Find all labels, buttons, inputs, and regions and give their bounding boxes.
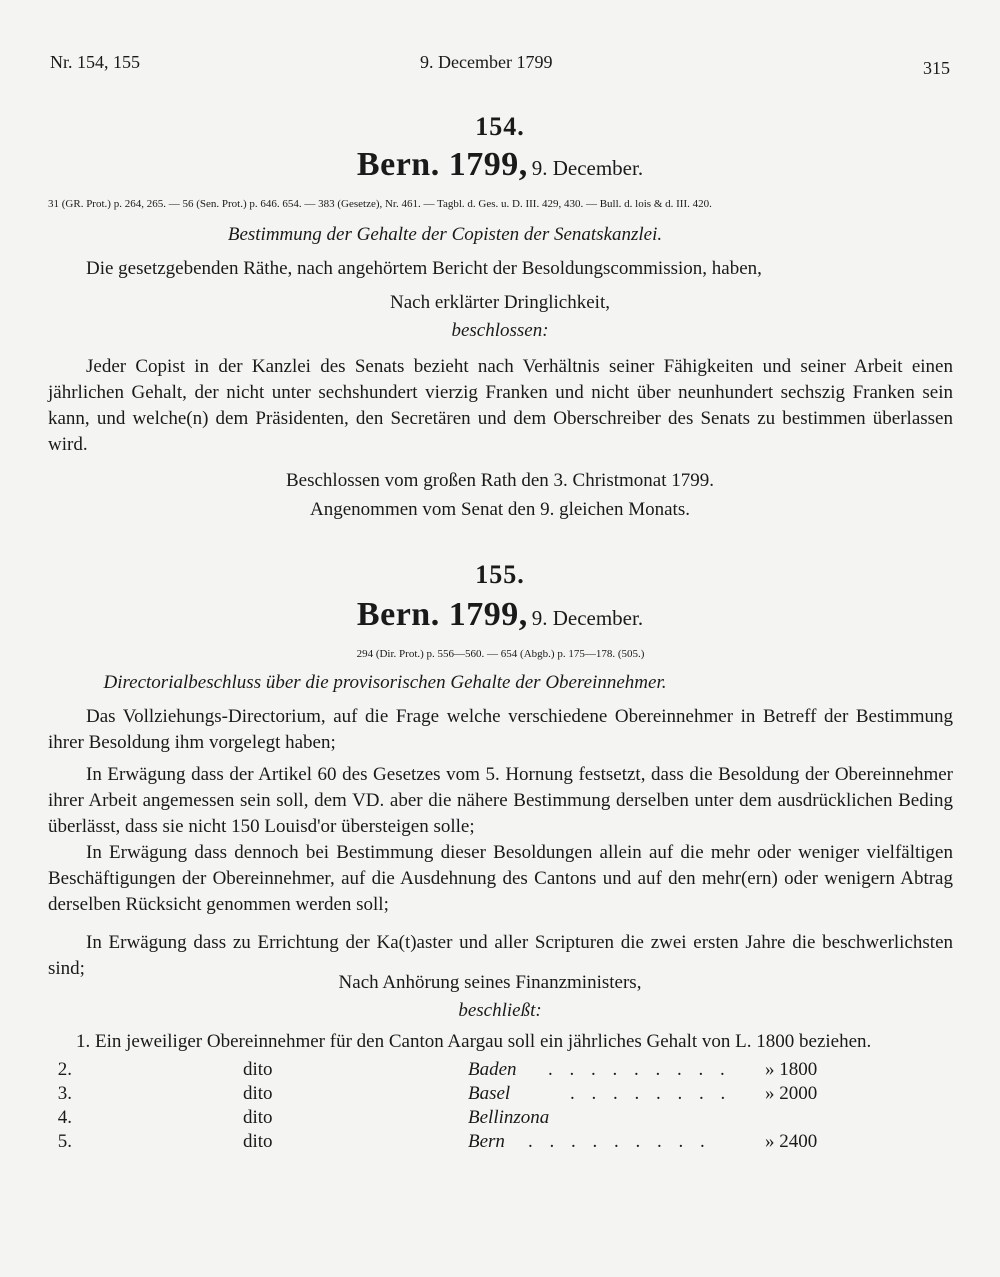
item-canton: Basel [468, 1083, 511, 1104]
item-number: 3. [57, 1083, 72, 1104]
running-head [50, 52, 950, 82]
section-title-154 [0, 146, 1000, 184]
rubric-154: Bestimmung der Gehalte der Copisten der Senatskanzlei. [227, 224, 663, 245]
closing-senate: Angenommen vom Senat den 9. gleichen Monats. [310, 499, 690, 520]
header-date: 9. December 1799 [420, 52, 553, 72]
item-canton: Bellinzona [468, 1107, 550, 1128]
item-number: 5. [57, 1131, 72, 1152]
list-item [48, 1107, 953, 1131]
page-number: 315 [923, 58, 950, 78]
paragraph-4-155: In Erwägung dass zu Errichtung der Ka(t)aster und aller Scripturen die zwei ersten Jahre die beschwerlichsten sind; [48, 932, 953, 979]
closing-great-council: Beschlossen vom großen Rath den 3. Christmonat 1799. [286, 470, 714, 491]
finance-minister-line: Nach Anhörung seines Finanzministers, [338, 972, 642, 993]
paragraph-2-155: In Erwägung dass der Artikel 60 des Gesetzes vom 5. Hornung festsetzt, dass die Besoldung der Obereinnehmer ihrer Arbeit angemessen sein soll, dem VD. aber die nähere Bestimmung derselben unter dem ausdrücklichen Beding überlässt, dass sie nicht 150 Louisd'or übersteigen solle; [48, 764, 953, 837]
item-number: 4. [57, 1107, 72, 1128]
section-date: 9. December. [531, 156, 644, 180]
urgency-154: Nach erklärter Dringlichkeit, [390, 292, 610, 313]
intro-154: Die gesetzgebenden Räthe, nach angehörtem Bericht der Besoldungscommission, haben, [86, 258, 762, 279]
item-leader-dots: . . . . . . . . . [548, 1059, 731, 1080]
paragraph-3-155: In Erwägung dass dennoch bei Bestimmung dieser Besoldungen allein auf die mehr oder weniger vielfältigen Beschäftigungen der Obereinnehmer, auf die Ausdehnung des Cantons und auf den mehr(ern) oder wenigern Abtrag derselben Rücksicht genommen werden soll; [48, 842, 953, 915]
archive-references-155: 294 (Dir. Prot.) p. 556—560. — 654 (Abgb.) p. 175—178. (505.) [356, 648, 645, 660]
item-leader-dots: . . . . . . . . [570, 1083, 732, 1104]
archive-references-154: 31 (GR. Prot.) p. 264, 265. — 56 (Sen. Prot.) p. 646. 654. — 383 (Gesetze), Nr. 461. — Tagbl. d. Ges. u. D. III. 429, 430. — Bull. d. lois & d. III. 420. [48, 198, 712, 210]
item-amount: » 2400 [765, 1131, 818, 1152]
body-154: Jeder Copist in der Kanzlei des Senats bezieht nach Verhältnis seiner Fähigkeiten und seiner Arbeit einen jährlichen Gehalt, der nicht unter sechshundert vierzig Franken und nicht über neunhundert sechszig Franken sein kann, und welche(n) dem Präsidenten, den Secretären und dem Oberschreiber des Senats zu bestimmen überlassen wird. [48, 356, 953, 455]
item-amount: » 2000 [765, 1083, 818, 1104]
item-canton: Bern [468, 1131, 505, 1152]
header-document-numbers: Nr. 154, 155 [50, 52, 140, 72]
list-item [48, 1131, 953, 1155]
resolved-154: beschlossen: [451, 320, 549, 341]
item-canton: Baden [468, 1059, 517, 1080]
item-dito: dito [243, 1131, 273, 1152]
list-item [48, 1031, 953, 1055]
section-title-155 [0, 596, 1000, 634]
paragraph-1-155: Das Vollziehungs-Directorium, auf die Frage welche verschiedene Obereinnehmer in Betreff der Bestimmung ihrer Besoldung ihm vorgelegt haben; [48, 706, 953, 753]
resolved-155: beschließt: [458, 1000, 542, 1021]
list-item [48, 1059, 953, 1083]
rubric-155: Directorialbeschluss über die provisorischen Gehalte der Obereinnehmer. [103, 672, 667, 693]
section-place-year: Bern. 1799, [356, 596, 528, 633]
item-dito: dito [243, 1107, 273, 1128]
list-item-text: 1. Ein jeweiliger Obereinnehmer für den Canton Aargau soll ein jährliches Gehalt von L. 1800 beziehen. [76, 1031, 872, 1052]
section-number-154: 154. [475, 112, 525, 141]
item-amount: » 1800 [765, 1059, 818, 1080]
item-dito: dito [243, 1059, 273, 1080]
list-item [48, 1083, 953, 1107]
section-number-155: 155. [475, 560, 525, 589]
section-date: 9. December. [531, 606, 644, 630]
item-leader-dots: . . . . . . . . . [528, 1131, 711, 1152]
section-place-year: Bern. 1799, [356, 146, 528, 183]
item-number: 2. [57, 1059, 72, 1080]
item-dito: dito [243, 1083, 273, 1104]
